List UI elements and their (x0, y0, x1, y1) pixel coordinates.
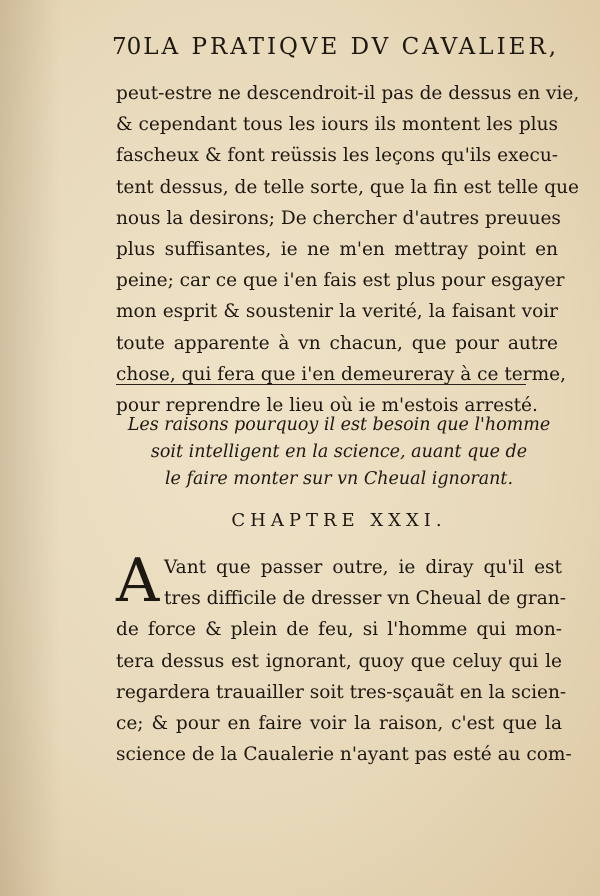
body-line: & cependant tous les iours ils montent les plus (116, 114, 558, 136)
body-line: nous la desirons; De chercher d'autres preuues (116, 207, 561, 229)
section-subheading (116, 412, 562, 493)
chapter-line: tera dessus est ignorant, quoy que celuy qui le (116, 650, 562, 672)
body-line: mon esprit & soustenir la verité, la faisant voir (116, 301, 558, 323)
chapter-paragraph (116, 546, 572, 770)
body-line: toute apparente à vn chacun, que pour autre (116, 332, 558, 354)
section-divider-rule (116, 384, 526, 385)
chapter-line: Vant que passer outre, ie diray qu'il est (164, 557, 562, 578)
body-line: plus suffisantes, ie ne m'en mettray point en (116, 239, 558, 261)
chapter-line: regardera trauailler soit tres-sçauãt en la scien- (116, 681, 567, 703)
body-line: peine; car ce que i'en fais est plus pour esgayer (116, 270, 565, 292)
subheading-line: le faire monter sur vn Cheual ignorant. (164, 469, 514, 489)
chapter-line: science de la Caualerie n'ayant pas esté au com- (116, 744, 572, 766)
chapter-line: de force & plein de feu, si l'homme qui mon- (116, 619, 562, 641)
running-title: LA PRATIQVE DV CAVALIER, (143, 34, 560, 60)
body-line: pour reprendre le lieu où ie m'estois arresté. (116, 395, 538, 417)
chapter-line: tres difficile de dresser vn Cheual de gran- (164, 588, 566, 610)
page-number: 70 (112, 34, 142, 60)
page-gutter-shadow (0, 0, 60, 896)
running-header (112, 34, 560, 60)
subheading-line: soit intelligent en la science, auant que de (150, 442, 528, 462)
chapter-title: CHAPTRE XXXI. (231, 510, 447, 531)
body-paragraph (116, 78, 580, 421)
body-line: peut-estre ne descendroit-il pas de dessus en vie, (116, 83, 580, 104)
drop-cap: A (116, 546, 160, 616)
body-line: fascheux & font reüssis les leçons qu'ils execu- (116, 145, 558, 167)
subheading-line: Les raisons pourquoy il est besoin que l'homme (127, 415, 551, 435)
body-line: chose, qui fera que i'en demeureray à ce terme, (116, 363, 566, 385)
body-line: tent dessus, de telle sorte, que la fin est telle que (116, 176, 579, 198)
chapter-line: ce; & pour en faire voir la raison, c'est que la (116, 713, 562, 735)
